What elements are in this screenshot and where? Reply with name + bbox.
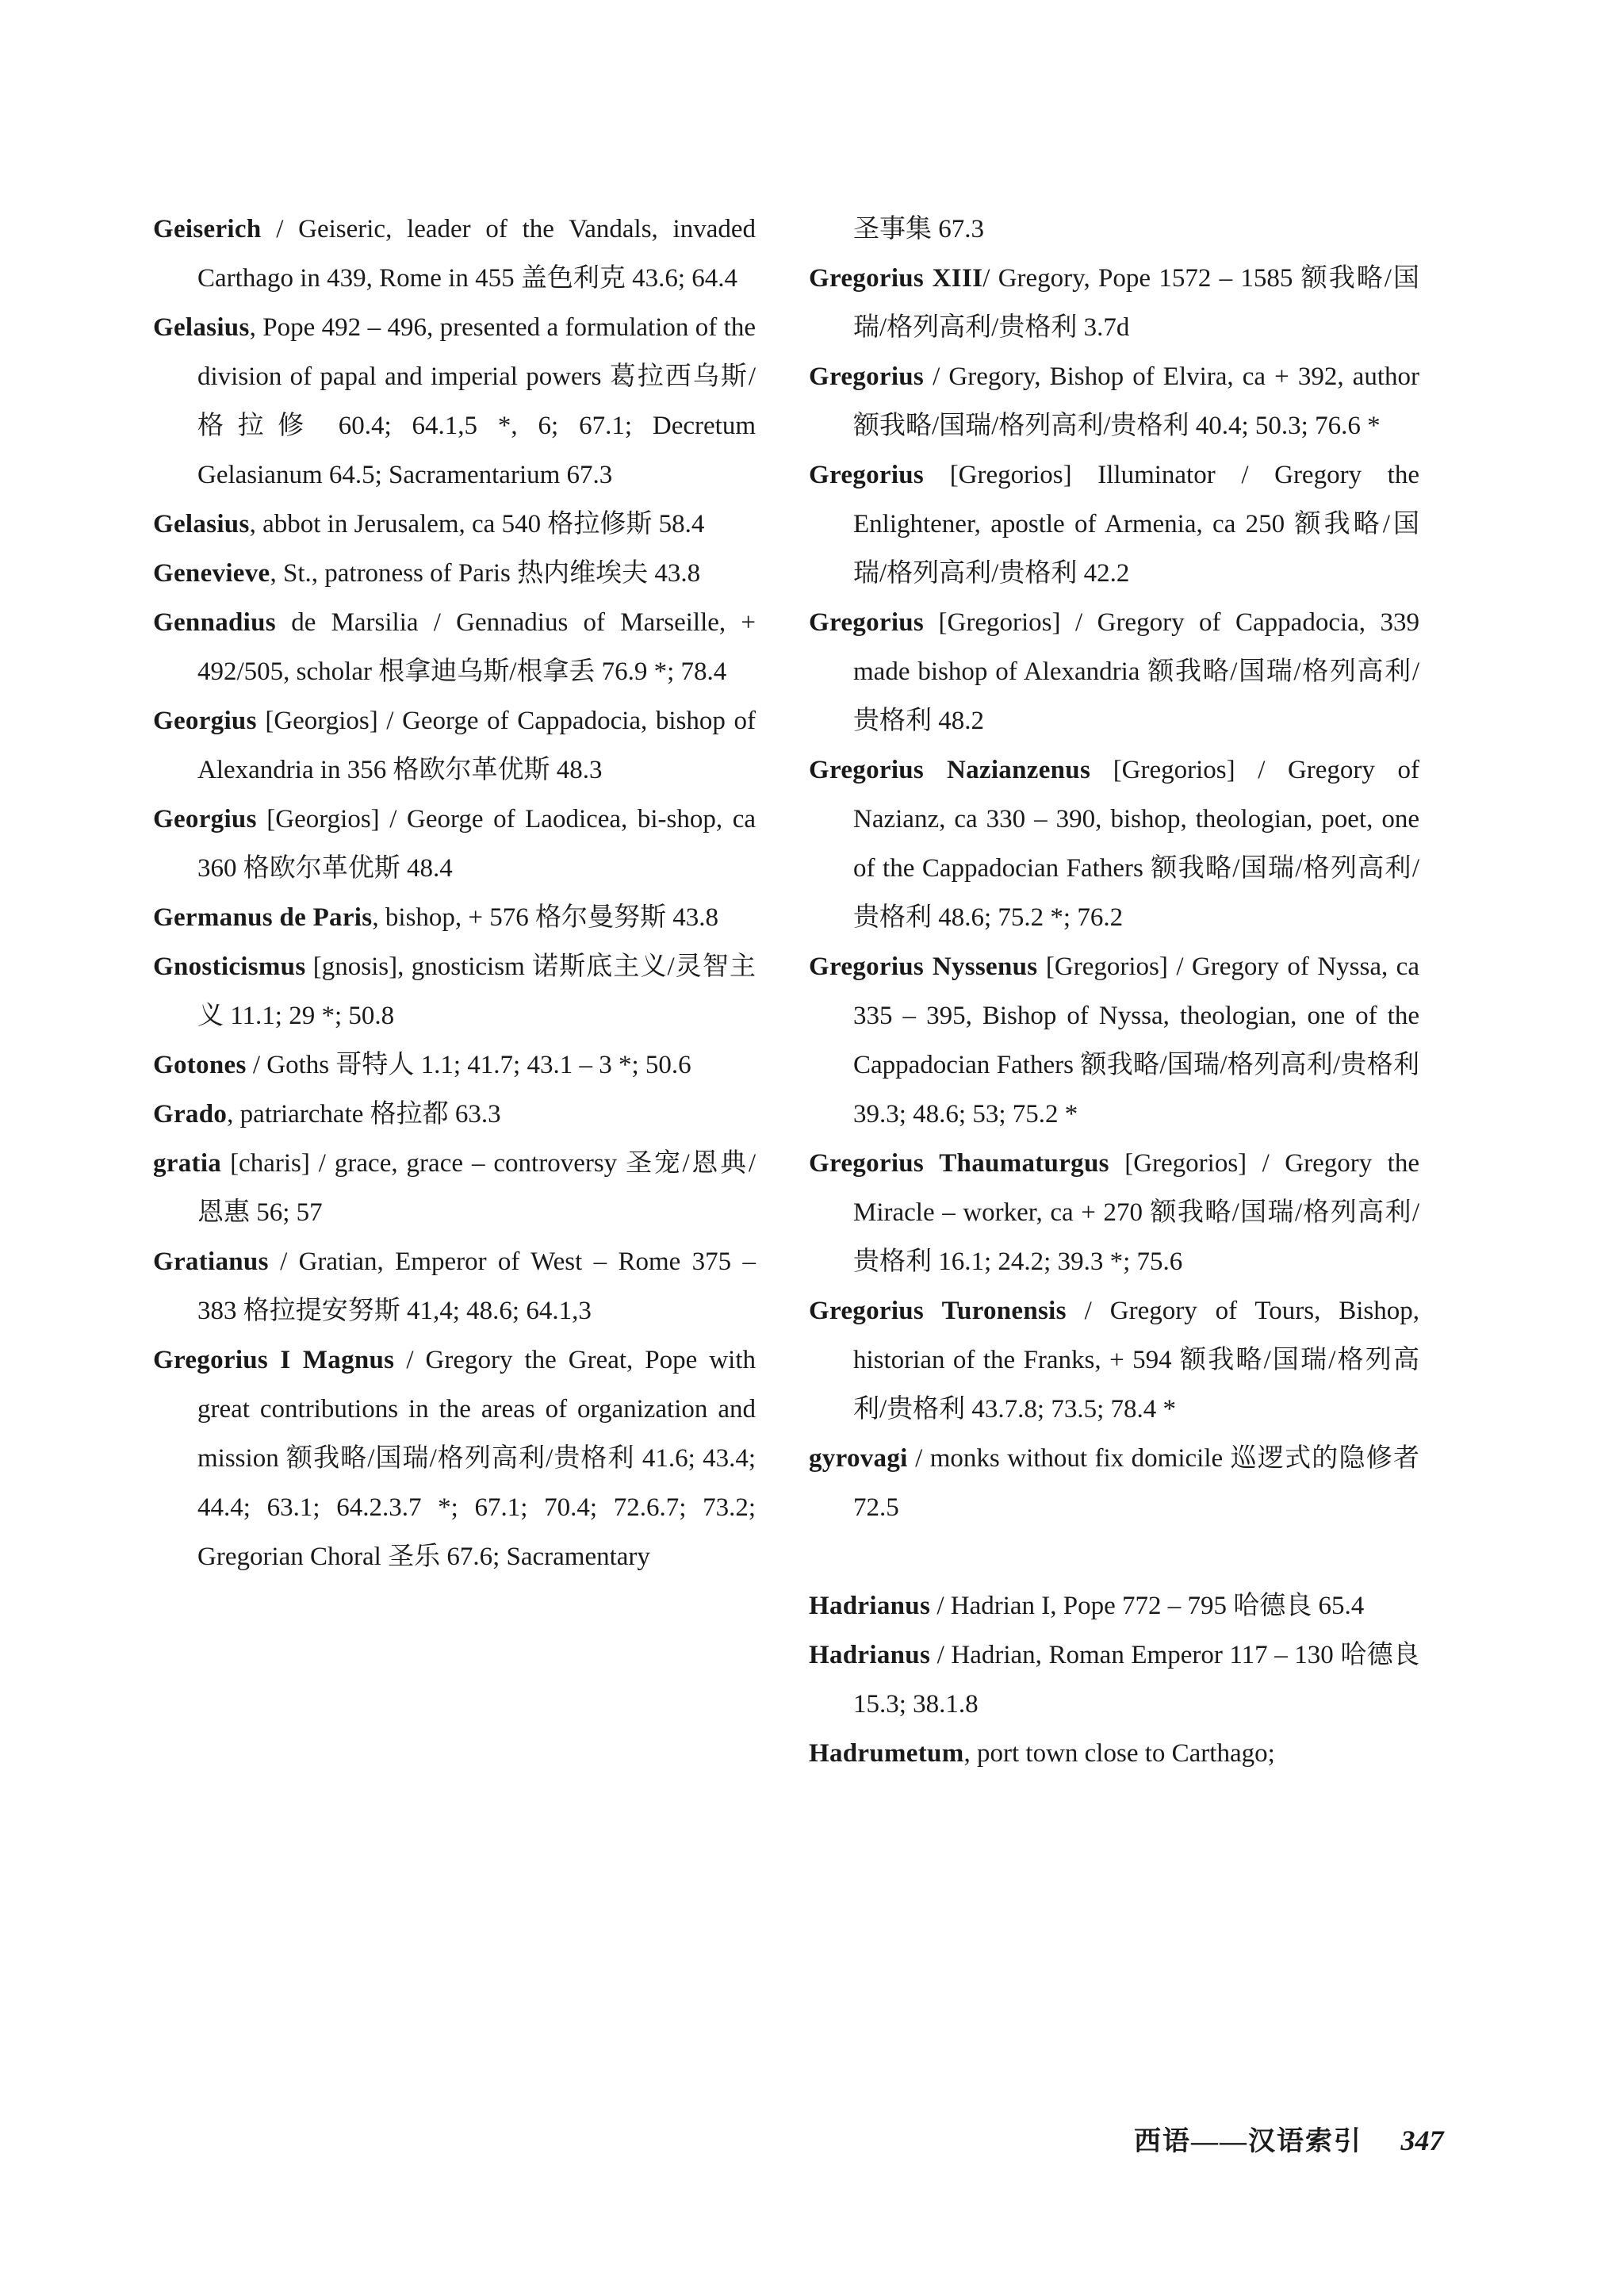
- index-entry: [809, 942, 1419, 1139]
- index-entry-text: [charis] / grace, grace – controversy 圣宠/恩典/恩惠 56; 57: [197, 1149, 756, 1227]
- index-entry-headword: Georgius: [153, 707, 257, 735]
- index-entry: [153, 942, 756, 1040]
- index-entry-headword: Gelasius: [153, 313, 250, 342]
- index-entry: [809, 1631, 1419, 1729]
- index-entry: [153, 303, 756, 500]
- index-entry-text: [Gregorios] / Gregory of Cappadocia, 339 made bishop of Alexandria 额我略/国瑞/格列高利/贵格利 48.2: [853, 608, 1419, 735]
- index-entry-text: / Gregory, Pope 1572 – 1585 额我略/国瑞/格列高利/贵格利 3.7d: [853, 264, 1420, 342]
- index-entry: [153, 696, 756, 795]
- index-entry: [153, 205, 756, 303]
- index-entry: [809, 1729, 1419, 1778]
- index-entry: [809, 1434, 1419, 1532]
- index-entry: [153, 1090, 756, 1139]
- index-entry-text: [Gregorios] Illuminator / Gregory the Enlightener, apostle of Armenia, ca 250 额我略/国瑞/格列高利/贵格利 42.2: [853, 461, 1419, 588]
- index-entry-headword: Gnosticismus: [153, 952, 306, 981]
- index-entry-headword: Gregorius: [809, 362, 925, 391]
- index-entry-headword: gyrovagi: [809, 1444, 908, 1473]
- index-entry: [809, 205, 1419, 254]
- index-entry-text: , Pope 492 – 496, presented a formulation of the division of papal and imperial powers 葛拉西乌斯/格拉修 60.4; 64.1,5 *, 6; 67.1; Decretum Gelasianum 64.5; Sacramentarium 67.3: [197, 313, 756, 489]
- index-entry: [809, 1286, 1419, 1434]
- index-entry-text: [Gregorios] / Gregory the Miracle – worker, ca + 270 额我略/国瑞/格列高利/贵格利 16.1; 24.2; 39.3 *; 75.6: [853, 1149, 1419, 1276]
- index-entry-text: , bishop, + 576 格尔曼努斯 43.8: [372, 903, 719, 932]
- index-entry: [153, 500, 756, 549]
- index-entry-text: de Marsilia / Gennadius of Marseille, + 492/505, scholar 根拿迪乌斯/根拿丢 76.9 *; 78.4: [197, 608, 756, 686]
- index-entry-headword: Geiserich: [153, 215, 262, 243]
- index-entry: [809, 1581, 1419, 1631]
- index-entry-headword: Gregorius Thaumaturgus: [809, 1149, 1109, 1178]
- index-entry-text: [Georgios] / George of Laodicea, bi-shop, ca 360 格欧尔革优斯 48.4: [197, 805, 756, 883]
- index-entry-text: [gnosis], gnosticism 诺斯底主义/灵智主义 11.1; 29 *; 50.8: [197, 952, 756, 1030]
- index-entry-text: / Geiseric, leader of the Vandals, invaded Carthago in 439, Rome in 455 盖色利克 43.6; 64.4: [197, 215, 756, 293]
- index-entry-text: , abbot in Jerusalem, ca 540 格拉修斯 58.4: [249, 510, 705, 538]
- index-entry-text: 圣事集 67.3: [853, 215, 984, 243]
- index-entry-text: [Gregorios] / Gregory of Nazianz, ca 330 – 390, bishop, theologian, poet, one of the Cappadocian Fathers 额我略/国瑞/格列高利/贵格利 48.6; 75.2 *; 76.2: [853, 756, 1419, 932]
- index-entry: [809, 745, 1419, 942]
- index-entry: [153, 795, 756, 893]
- index-entry: [153, 1040, 756, 1090]
- index-entry-headword: Gregorius I Magnus: [153, 1346, 395, 1374]
- running-head: 西语——汉语索引: [1134, 2127, 1362, 2156]
- index-entry: [153, 893, 756, 942]
- index-entry-headword: Germanus de Paris: [153, 903, 373, 932]
- index-entry-headword: gratia: [153, 1149, 222, 1178]
- index-entry-headword: Grado: [153, 1100, 228, 1129]
- index-entry-headword: Gelasius: [153, 510, 250, 538]
- index-entry: [153, 1139, 756, 1237]
- index-entry-headword: Gregorius: [809, 461, 925, 489]
- index-entry-headword: Hadrumetum: [809, 1739, 964, 1768]
- index-entry-headword: Gratianus: [153, 1247, 269, 1276]
- index-entry: [153, 598, 756, 696]
- index-entry-text: , patriarchate 格拉都 63.3: [227, 1100, 501, 1129]
- index-entry: [153, 549, 756, 598]
- index-column-right: [809, 205, 1419, 1778]
- index-entry-text: , St., patroness of Paris 热内维埃夫 43.8: [270, 559, 701, 588]
- index-entry-headword: Gregorius: [809, 608, 925, 637]
- index-entry-text: / Gregory, Bishop of Elvira, ca + 392, author 额我略/国瑞/格列高利/贵格利 40.4; 50.3; 76.6 *: [853, 362, 1419, 440]
- index-entry-text: [Gregorios] / Gregory of Nyssa, ca 335 – 395, Bishop of Nyssa, theologian, one of the Cappadocian Fathers 额我略/国瑞/格列高利/贵格利 39.3; 48.6; 53; 75.2 *: [853, 952, 1419, 1129]
- index-entry: [809, 450, 1419, 598]
- index-entry: [809, 254, 1419, 352]
- index-column-left: [153, 205, 756, 1581]
- index-entry-text: / Hadrian I, Pope 772 – 795 哈德良 65.4: [930, 1592, 1365, 1620]
- index-entry-text: / Goths 哥特人 1.1; 41.7; 43.1 – 3 *; 50.6: [246, 1051, 691, 1079]
- index-entry: [809, 352, 1419, 450]
- index-entry-headword: Gregorius Turonensis: [809, 1297, 1067, 1325]
- page-number: 347: [1400, 2125, 1444, 2156]
- index-entry-text: / Gregory of Tours, Bishop, historian of the Franks, + 594 额我略/国瑞/格列高利/贵格利 43.7.8; 73.5; 78.4 *: [853, 1297, 1419, 1424]
- index-entry-text: [Georgios] / George of Cappadocia, bishop of Alexandria in 356 格欧尔革优斯 48.3: [197, 707, 756, 784]
- index-entry: [153, 1237, 756, 1336]
- index-entry-headword: Gennadius: [153, 608, 276, 637]
- index-entry-headword: Georgius: [153, 805, 257, 834]
- index-entry: [809, 598, 1419, 745]
- index-entry-text: / monks without fix domicile 巡逻式的隐修者 72.5: [853, 1444, 1419, 1522]
- index-entry-headword: Gotones: [153, 1051, 247, 1079]
- index-entry-headword: Gregorius Nyssenus: [809, 952, 1038, 981]
- index-entry: [809, 1139, 1419, 1286]
- page-footer: [1134, 2119, 1444, 2158]
- index-entry-text: / Hadrian, Roman Emperor 117 – 130 哈德良 15.3; 38.1.8: [853, 1641, 1419, 1719]
- index-entry-headword: Gregorius Nazianzenus: [809, 756, 1091, 784]
- index-entry-text: , port town close to Carthago;: [963, 1739, 1275, 1768]
- index-entry-headword: Gregorius XIII: [809, 264, 983, 293]
- index-entry-text: / Gratian, Emperor of West – Rome 375 – 383 格拉提安努斯 41,4; 48.6; 64.1,3: [197, 1247, 756, 1325]
- index-entry-text: / Gregory the Great, Pope with great contributions in the areas of organization and mission 额我略/国瑞/格列高利/贵格利 41.6; 43.4; 44.4; 63.1; 64.2.3.7 *; 67.1; 70.4; 72.6.7; 73.2; Gregorian Choral 圣乐 67.6; Sacramentary: [197, 1346, 756, 1571]
- index-entry-headword: Hadrianus: [809, 1592, 931, 1620]
- index-entry-headword: Genevieve: [153, 559, 270, 588]
- index-entry-headword: Hadrianus: [809, 1641, 931, 1669]
- index-entry: [153, 1336, 756, 1581]
